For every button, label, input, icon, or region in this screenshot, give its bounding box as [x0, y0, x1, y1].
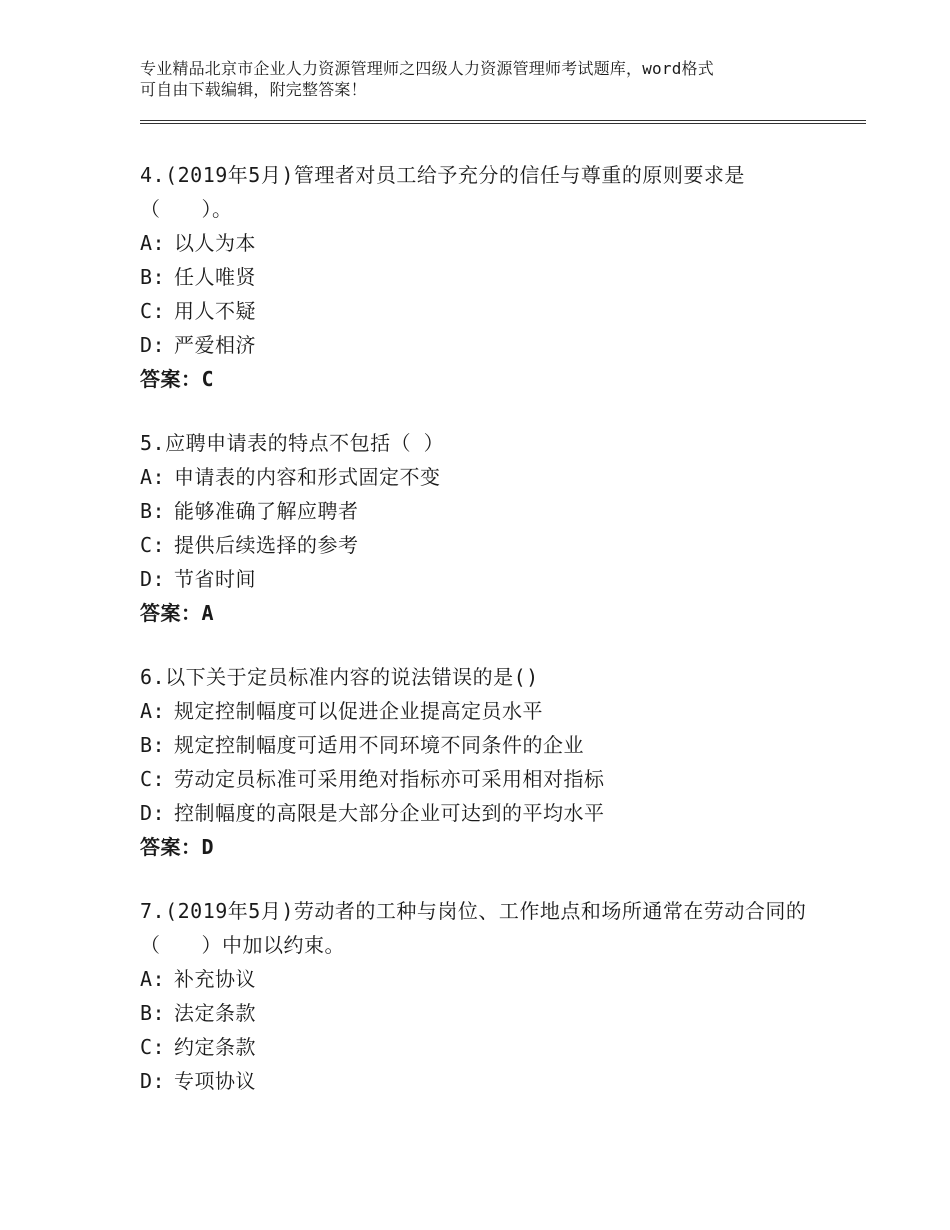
option-letter: A: — [140, 967, 166, 991]
option-d — [140, 328, 820, 362]
option-a — [140, 694, 820, 728]
option-letter: D: — [140, 333, 166, 357]
option-letter: A: — [140, 465, 166, 489]
option-letter: A: — [140, 699, 166, 723]
option-a — [140, 460, 820, 494]
option-a — [140, 962, 820, 996]
answer-label: 答案： — [140, 367, 202, 391]
option-d — [140, 1064, 820, 1098]
option-c — [140, 762, 820, 796]
answer-label: 答案： — [140, 835, 202, 859]
option-letter: B: — [140, 1001, 166, 1025]
option-text: 专项协议 — [174, 1069, 256, 1093]
question-4 — [140, 158, 820, 396]
answer-value: A — [201, 601, 215, 625]
option-b — [140, 260, 820, 294]
option-text: 控制幅度的高限是大部分企业可达到的平均水平 — [174, 801, 605, 825]
answer-line — [140, 830, 820, 864]
option-text: 节省时间 — [174, 567, 256, 591]
answer-line — [140, 596, 820, 630]
option-text: 规定控制幅度可适用不同环境不同条件的企业 — [174, 733, 584, 757]
option-letter: B: — [140, 499, 166, 523]
question-stem: 5.应聘申请表的特点不包括（ ） — [140, 431, 445, 455]
answer-value: D — [201, 835, 215, 859]
option-text: 约定条款 — [174, 1035, 256, 1059]
question-6 — [140, 660, 820, 864]
option-text: 法定条款 — [174, 1001, 256, 1025]
option-letter: D: — [140, 801, 166, 825]
option-text: 劳动定员标准可采用绝对指标亦可采用相对指标 — [174, 767, 605, 791]
option-b — [140, 996, 820, 1030]
option-letter: D: — [140, 1069, 166, 1093]
option-text: 任人唯贤 — [174, 265, 256, 289]
option-text: 以人为本 — [174, 231, 256, 255]
question-7 — [140, 894, 820, 1098]
header-divider-bottom — [140, 123, 866, 124]
option-letter: B: — [140, 733, 166, 757]
option-letter: A: — [140, 231, 166, 255]
option-text: 补充协议 — [174, 967, 256, 991]
question-list — [140, 158, 820, 1128]
option-b — [140, 728, 820, 762]
option-c — [140, 1030, 820, 1064]
option-text: 提供后续选择的参考 — [174, 533, 359, 557]
option-text: 规定控制幅度可以促进企业提高定员水平 — [174, 699, 543, 723]
option-d — [140, 562, 820, 596]
option-a — [140, 226, 820, 260]
option-c — [140, 528, 820, 562]
option-text: 能够准确了解应聘者 — [174, 499, 359, 523]
answer-value: C — [201, 367, 215, 391]
option-c — [140, 294, 820, 328]
option-d — [140, 796, 820, 830]
option-b — [140, 494, 820, 528]
option-text: 严爱相济 — [174, 333, 256, 357]
question-stem: 7.(2019年5月)劳动者的工种与岗位、工作地点和场所通常在劳动合同的（ ）中加以约束。 — [140, 899, 807, 957]
question-stem: 6.以下关于定员标准内容的说法错误的是() — [140, 665, 539, 689]
question-5 — [140, 426, 820, 630]
header-line-2: 可自由下载编辑，附完整答案！ — [140, 80, 367, 99]
option-letter: C: — [140, 1035, 166, 1059]
answer-label: 答案： — [140, 601, 202, 625]
option-letter: C: — [140, 533, 166, 557]
header-divider-top — [140, 120, 866, 121]
option-letter: B: — [140, 265, 166, 289]
header-line-1: 专业精品北京市企业人力资源管理师之四级人力资源管理师考试题库，word格式 — [140, 59, 714, 78]
answer-line — [140, 362, 820, 396]
option-letter: C: — [140, 767, 166, 791]
document-header — [140, 58, 840, 100]
option-text: 申请表的内容和形式固定不变 — [174, 465, 441, 489]
option-text: 用人不疑 — [174, 299, 256, 323]
option-letter: C: — [140, 299, 166, 323]
option-letter: D: — [140, 567, 166, 591]
question-stem: 4.(2019年5月)管理者对员工给予充分的信任与尊重的原则要求是（ ）。 — [140, 163, 745, 221]
